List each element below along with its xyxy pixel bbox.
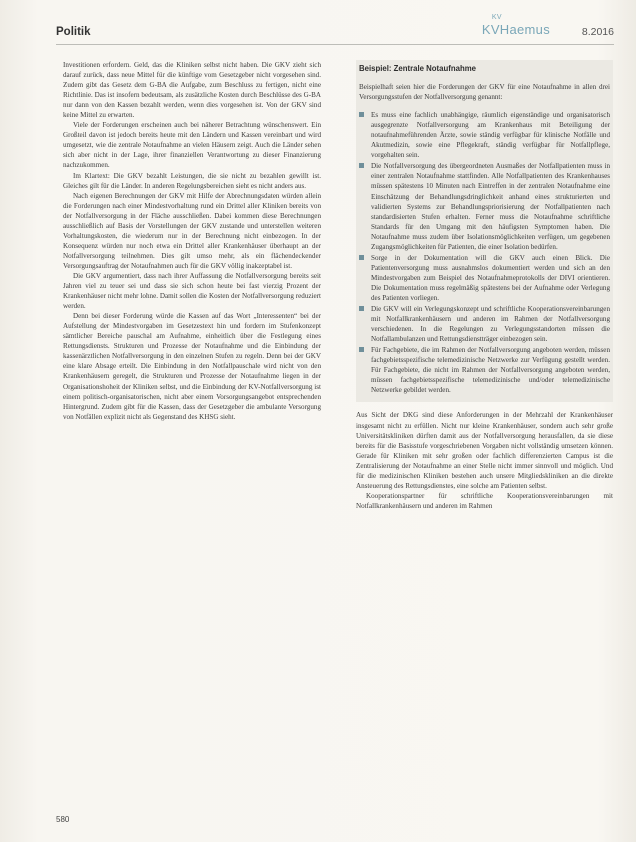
page-number: 580 <box>56 815 70 824</box>
list-item <box>359 110 610 160</box>
box-intro: Beispielhaft seien hier die Forderungen der GKV für eine Notaufnahme in allen drei Versorgungsstufen der Notfallversorgung genannt: <box>359 83 610 102</box>
list-item-text: Es muss eine fachlich unabhängige, räumlich eigenständige und organisatorisch ausgegrenzte Notfallversorgung am Krankenhaus mit Beteiligung der notaufnahmeführenden Ärzte, sowie ständig verfügbar für klinische Notfälle und Akutmedizin, sowie eine Pflegekraft, ständig verfügbar für Notfallpflege, vorgehalten sein. <box>371 111 610 160</box>
logo-text: KVHaemus <box>481 22 550 37</box>
list-item <box>359 345 610 395</box>
left-column <box>63 60 321 422</box>
right-column <box>356 60 613 511</box>
list-item-text: Für Fachgebiete, die im Rahmen der Notfallversorgung angeboten werden, müssen fachgebietsspezifische telemedizinische Netzwerke zur Verfügung gestellt werden. Für Fachgebiete, die nicht im Rahmen der Notfallversorgung angeboten werden, müssen fachgebietsspezifische telemedizinische und/oder telemedizinische Netzwerke gebildet werden. <box>371 346 610 395</box>
list-item-text: Die Notfallversorgung des übergeordneten Ausmaßes der Notfallpatienten muss in einer zentralen Notaufnahme stattfinden. Alle Notfallpatienten des Krankenhauses müssen spätestens 10 Minuten nach Eintreffen in der zentralen Notaufnahme eine Einschätzung der Behandlungsdringlichkeit anhand eines strukturierten und validierten Systems zur Behandlungspriorisierung der Notfallpatienten nach standardisierten Stufen erhalten. Ferner muss die Notaufnahme schriftliche Standards für den Umgang mit den häufigsten Symptomen haben. Die Notaufnahme muss zudem über Isolationsmöglichkeiten verfügen, um gegebenen Zugangsmöglichkeiten für Patienten, die einer Isolation bedürfen. <box>371 162 610 251</box>
paragraph: Im Klartext: Die GKV bezahlt Leistungen, die sie nicht zu bezahlen gewillt ist. Gleiches gilt für die Länder. In anderen Regelungsbereichen sieht es nicht anders aus. <box>63 171 321 190</box>
logo-mark: KV <box>491 14 502 21</box>
magazine-logo <box>481 14 550 37</box>
list-item-text: Die GKV will ein Verlegungskonzept und schriftliche Kooperationsvereinbarungen mit Notfallkrankenhäusern und anderen im Rahmen der Notfallversorgung verschiedenen. In die Regelungen zu Verlegungsstandorten müssen die Notfallambulanzen und Rettungsdienstträger einbezogen sein. <box>371 305 610 344</box>
paragraph: Investitionen erfordern. Geld, das die Kliniken selbst nicht haben. Die GKV zieht sich darauf zurück, dass neue Mittel für die künftige vom Gesetzgeber nicht vorgesehen sind. Zudem gibt das Gesetz dem G-BA die Aufgabe, zum Beschluss zu fertigen, nicht eine Richtlinie. Das ist insofern bedeutsam, als zusätzliche Kosten durch Beschlüsse des G-BA nur dann von den Kassen bezahlt werden, wenn dies vorgesehen ist. Von der GKV sind keine Mittel zu erwarten. <box>63 61 321 120</box>
paragraph: Aus Sicht der DKG sind diese Anforderungen in der Mehrzahl der Krankenhäuser insgesamt nicht zu erfüllen. Nicht nur kleine Krankenhäuser, sondern auch sehr große Universitätskliniken dürften damit aus der Notfallversorgung herausfallen, da sie diese bereits für die Basisstufe vorgeschriebenen Vorgaben nicht vollständig umsetzen können. Gerade für Kliniken mit sehr großen oder fachlich differenzierten Campus ist die Zentralisierung der Notaufnahme an einer Stelle nicht immer sinnvoll und möglich. Und für die medizinischen Kliniken bestehen auch unsere Mitgliedskliniken an die direkte Ansteuerung des Rettungsdienstes, eine solche am Patienten selbst. <box>356 411 613 490</box>
paragraph: Kooperationspartner für schriftliche Kooperationsvereinbarungen mit Notfallkrankenhäusern und anderen im Rahmen <box>356 491 613 510</box>
list-item <box>359 304 610 344</box>
page-header <box>56 14 614 50</box>
box-list <box>359 110 610 395</box>
list-item <box>359 161 610 251</box>
paragraph: Nach eigenen Berechnungen der GKV mit Hilfe der Abrechnungsdaten würden allein die Forderungen nach einer Mindestvorhaltung rund ein Drittel aller Kliniken bereits von der Notfallversorgung in der Fläche ausschließen. Dabei kommen diese Berechnungen ausschließlich auf Basis der Vorstellungen der GKV zustande und unterstellen weiteren Vorhaltungskosten, die wiederum nur in der Berechnung nicht einbezogen. In der Konsequenz würden nur noch etwa ein Drittel aller Krankenhäuser überhaupt an der Notfallversorgung teilnehmen. Dies gilt umso mehr, als ein flächendeckender Versorgungsauftrag der Notaufnahmen auch für die GKV völlig inakzeptabel ist. <box>63 191 321 270</box>
list-item <box>359 253 610 303</box>
bullet-square-icon <box>359 306 364 311</box>
bullet-square-icon <box>359 255 364 260</box>
paragraph: Viele der Forderungen erscheinen auch bei näherer Betrachtung wünschenswert. Ein Großteil davon ist jedoch bereits heute mit den Ländern und Kassen vereinbart und wird umgesetzt, wie die zentrale Notaufnahme an vielen Häusern zeigt. Auch die Länder sehen sich aber nicht in der Lage, ihrer finanziellen Verantwortung zu dieser Finanzierung nachzukommen. <box>63 121 321 170</box>
header-rule <box>56 44 614 45</box>
box-heading: Beispiel: Zentrale Notaufnahme <box>359 64 476 73</box>
bullet-square-icon <box>359 163 364 168</box>
paragraph: Die GKV argumentiert, dass nach ihrer Auffassung die Notfallversorgung bereits seit Jahren viel zu teuer sei und dass sie sich schon heute bei fast vierzig Prozent der Krankenhäuser nicht mehr lohne. Damit sollen die Kosten der Notfallversorgung reduziert werden. <box>63 271 321 311</box>
example-box <box>356 60 613 402</box>
section-title: Politik <box>56 26 91 38</box>
bullet-square-icon <box>359 112 364 117</box>
issue-number: 8.2016 <box>581 26 614 38</box>
bullet-square-icon <box>359 347 364 352</box>
paragraph: Denn bei dieser Forderung würde die Kassen auf das Wort „Interessenten“ bei der Aufstellung der Mindestvorgaben im Gesetzestext hin und fordern im Stufenkonzept sämtlicher Bereiche pauschal am Aufnahme, einheitlich über die Festlegung eines Rettungsdiensts. Strukturen und Prozesse der Notaufnahme und die Einbindung der kassenärztlichen Notfallversorgung in den einzelnen Stufen zu regeln. Denn bei der GKV eine klare Absage erteilt. Die Einbindung in den Notfallpauschale wird nicht von den Krankenhäusern geregelt, die Strukturen und Prozesse der Notaufnahme liegen in der Organisationshoheit der Kliniken selbst, und die Einbindung der KV-Notfallversorgung ist einem politisch-organisatorischen, nicht aber einem Vorsorgungsangebot entsprechenden Hintergrund. Zudem gibt für die Kassen, dass der Gesetzgeber die ambulante Versorgung von Notfällen explizit nicht als Gegenstand des KHSG sieht. <box>63 312 321 421</box>
list-item-text: Sorge in der Dokumentation will die GKV auch einen Blick. Die Patientenversorgung muss ausnahmslos dokumentiert werden und sich an den Mindestvorgaben zum Beispiel des Notaufnahmeprotokolls der DIVI orientieren. Die Dokumentation muss regelmäßig spätestens bei der Aufnahme oder Verlegung des Patienten vorliegen. <box>371 253 610 302</box>
